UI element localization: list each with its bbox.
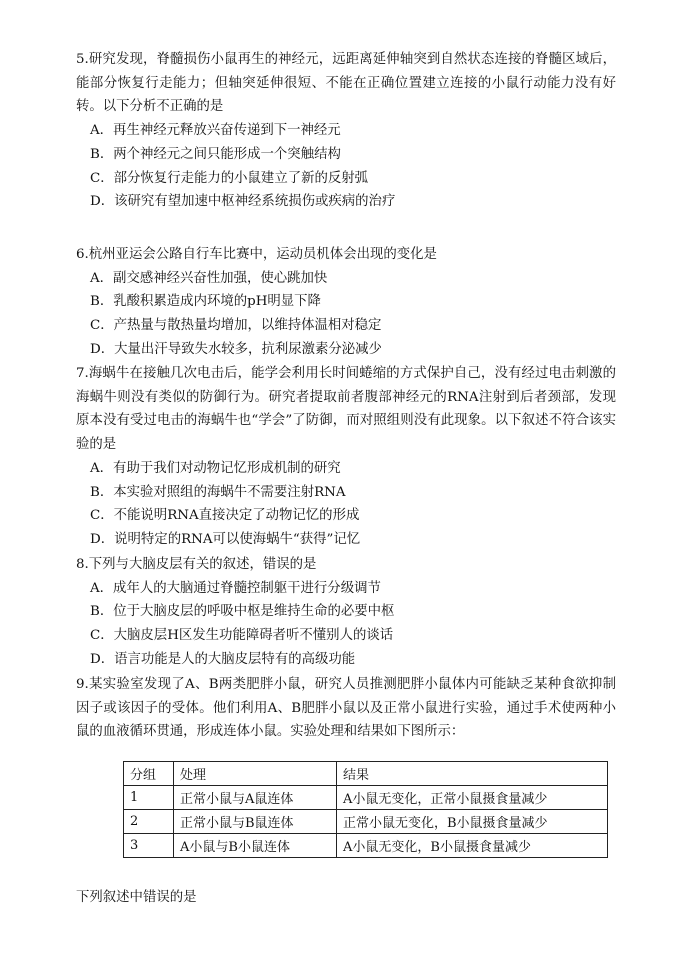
option-d: D．该研究有望加速中枢神经系统损伤或疾病的治疗 bbox=[90, 194, 396, 210]
option-c: C．大脑皮层H区发生功能障碍者听不懂别人的谈话 bbox=[90, 628, 394, 644]
option-a: A．成年人的大脑通过脊髓控制躯干进行分级调节 bbox=[90, 580, 381, 596]
table-row bbox=[124, 834, 608, 858]
table-row bbox=[124, 810, 608, 834]
option-d: D．语言功能是人的大脑皮层特有的高级功能 bbox=[90, 651, 356, 667]
table-header: 结果 bbox=[337, 762, 608, 786]
question-5 bbox=[76, 48, 616, 214]
table-cell: 1 bbox=[124, 786, 174, 810]
table-cell: 3 bbox=[124, 834, 174, 858]
table-header: 处理 bbox=[174, 762, 337, 786]
option-d: D．说明特定的RNA可以使海蜗牛“获得”记忆 bbox=[90, 531, 361, 547]
table-cell: 正常小鼠与A鼠连体 bbox=[174, 786, 337, 810]
option-b: B．位于大脑皮层的呼吸中枢是维持生命的必要中枢 bbox=[90, 604, 395, 620]
table-header: 分组 bbox=[124, 762, 174, 786]
option-d: D．大量出汗导致失水较多，抗利尿激素分泌减少 bbox=[90, 341, 382, 357]
option-a: A．有助于我们对动物记忆形成机制的研究 bbox=[90, 460, 341, 476]
question-stem: 8.下列与大脑皮层有关的叙述，错误的是 bbox=[76, 557, 317, 572]
question-stem: 9.某实验室发现了A、B两类肥胖小鼠，研究人员推测肥胖小鼠体内可能缺乏某种食欲抑制因子或该因子的受体。他们利用A、B肥胖小鼠以及正常小鼠进行实验，通过手术使两种小鼠的血液循环贯通，形成连体小鼠。实验处理和结果如下图所示： bbox=[76, 677, 616, 740]
option-b: B．两个神经元之间只能形成一个突触结构 bbox=[90, 146, 341, 162]
table-cell: A小鼠与B小鼠连体 bbox=[174, 834, 337, 858]
option-c: C．不能说明RNA直接决定了动物记忆的形成 bbox=[90, 508, 360, 524]
follow-up-prompt: 下列叙述中错误的是 bbox=[76, 890, 197, 906]
question-stem: 5.研究发现，脊髓损伤小鼠再生的神经元，远距离延伸轴突到自然状态连接的脊髓区域后，能部分恢复行走能力；但轴突延伸很短、不能在正确位置建立连接的小鼠行动能力没有好转。以下分析不正确的是 bbox=[76, 52, 616, 115]
table-cell: A小鼠无变化，B小鼠摄食量减少 bbox=[337, 834, 608, 858]
option-b: B．本实验对照组的海蜗牛不需要注射RNA bbox=[90, 484, 346, 500]
option-a: A．副交感神经兴奋性加强，使心跳加快 bbox=[90, 270, 328, 286]
table-cell: 正常小鼠与B鼠连体 bbox=[174, 810, 337, 834]
option-a: A．再生神经元释放兴奋传递到下一神经元 bbox=[90, 123, 341, 139]
table-cell: 2 bbox=[124, 810, 174, 834]
table-header-row bbox=[124, 762, 608, 786]
question-stem: 7.海蜗牛在接触几次电击后，能学会利用长时间蜷缩的方式保护自己，没有经过电击刺激的海蜗牛则没有类似的防御行为。研究者提取前者腹部神经元的RNA注射到后者颈部，发现原本没有受过电击的海蜗牛也“学会”了防御，而对照组则没有此现象。以下叙述不符合该实验的是 bbox=[76, 366, 616, 453]
question-stem: 6.杭州亚运会公路自行车比赛中，运动员机体会出现的变化是 bbox=[76, 247, 437, 262]
question-9 bbox=[76, 673, 616, 744]
question-7 bbox=[76, 362, 616, 552]
option-c: C．产热量与散热量均增加，以维持体温相对稳定 bbox=[90, 318, 382, 334]
results-table bbox=[123, 761, 608, 858]
table-cell: 正常小鼠无变化，B小鼠摄食量减少 bbox=[337, 810, 608, 834]
option-c: C．部分恢复行走能力的小鼠建立了新的反射弧 bbox=[90, 170, 369, 186]
table-cell: A小鼠无变化，正常小鼠摄食量减少 bbox=[337, 786, 608, 810]
table-row bbox=[124, 786, 608, 810]
question-8 bbox=[76, 553, 616, 672]
question-6 bbox=[76, 243, 616, 362]
option-b: B．乳酸积累造成内环境的pH明显下降 bbox=[90, 294, 321, 310]
